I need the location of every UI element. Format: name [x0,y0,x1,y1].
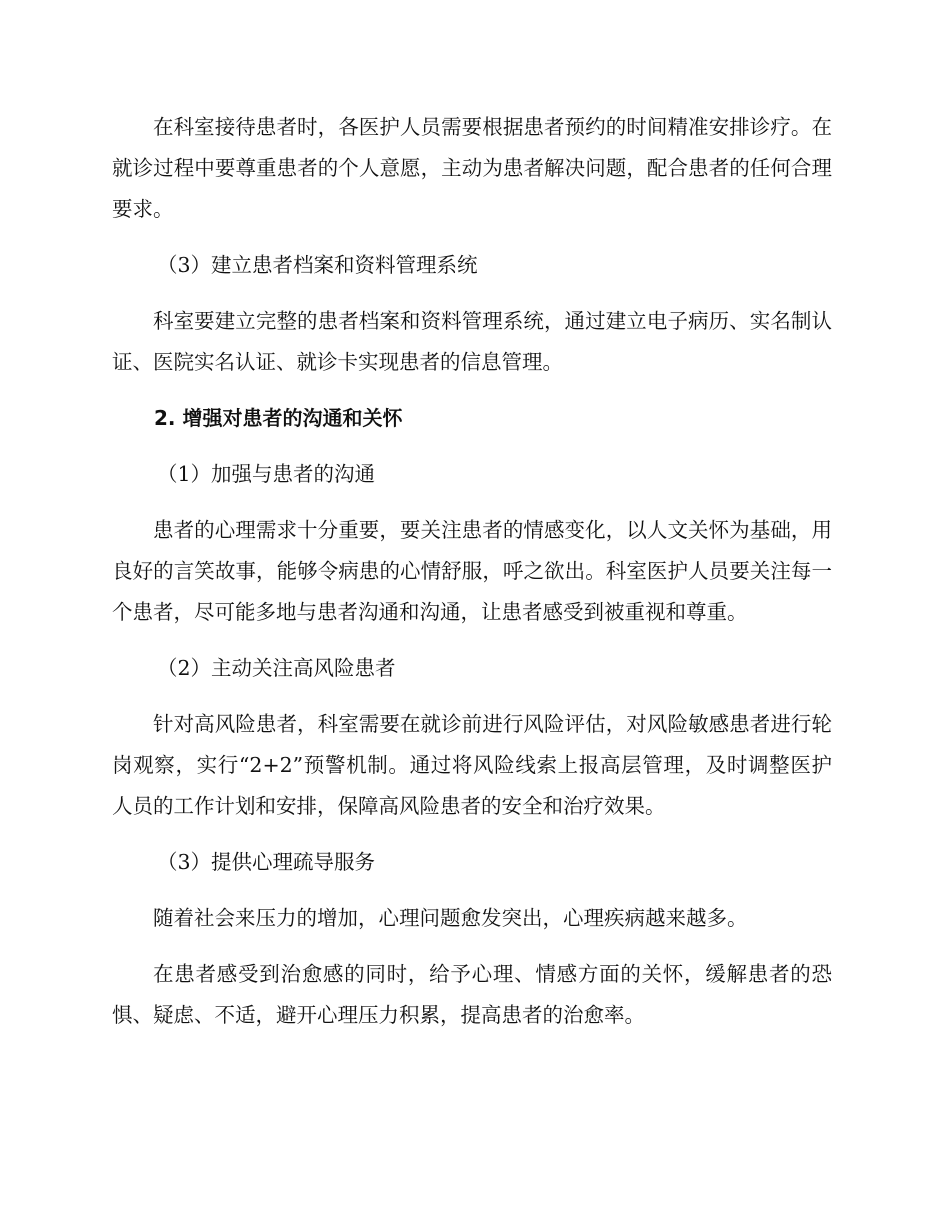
spacer [112,439,832,454]
spacer [112,689,832,704]
spacer [112,939,832,954]
spacer [112,495,832,510]
subheading-high-risk-patients: （2）主动关注高风险患者 [157,656,396,680]
paragraph-risk-assessment: 针对高风险患者，科室需要在就诊前进行风险评估，对风险敏感患者进行轮岗观察，实行“2+2”预警机制。通过将风险线索上报高层管理，及时调整医护人员的工作计划和安排，保障高风险患者的安全和治疗效果。 [112,712,832,818]
subheading-psychological-counseling: （3）提供心理疏导服务 [157,850,376,874]
paragraph-social-pressure: 随着社会来压力的增加，心理问题愈发突出，心理疾病越来越多。 [153,906,748,930]
subheading-strengthen-communication: （1）加强与患者的沟通 [157,462,376,486]
paragraph-records-system: 科室要建立完整的患者档案和资料管理系统，通过建立电子病历、实名制认证、医院实名认证、就诊卡实现患者的信息管理。 [112,309,832,374]
spacer [112,230,832,245]
spacer [112,633,832,648]
section-heading-communication: 2. 增强对患者的沟通和关怀 [154,406,403,430]
document-page [112,107,832,1036]
paragraph-psychological-needs: 患者的心理需求十分重要，要关注患者的情感变化，以人文关怀为基础，用良好的言笑故事，能够令病患的心情舒服，呼之欲出。科室医护人员要关注每一个患者，尽可能多地与患者沟通和沟通，让患者感受到被重视和尊重。 [112,518,832,624]
spacer [112,383,832,398]
paragraph-emotional-care: 在患者感受到治愈感的同时，给予心理、情感方面的关怀，缓解患者的恐惧、疑虑、不适，避开心理压力积累，提高患者的治愈率。 [112,962,832,1027]
paragraph-reception: 在科室接待患者时，各医护人员需要根据患者预约的时间精准安排诊疗。在就诊过程中要尊重患者的个人意愿，主动为患者解决问题，配合患者的任何合理要求。 [112,115,832,221]
spacer [112,286,832,301]
spacer [112,883,832,898]
subheading-patient-records: （3）建立患者档案和资料管理系统 [157,253,478,277]
spacer [112,827,832,842]
